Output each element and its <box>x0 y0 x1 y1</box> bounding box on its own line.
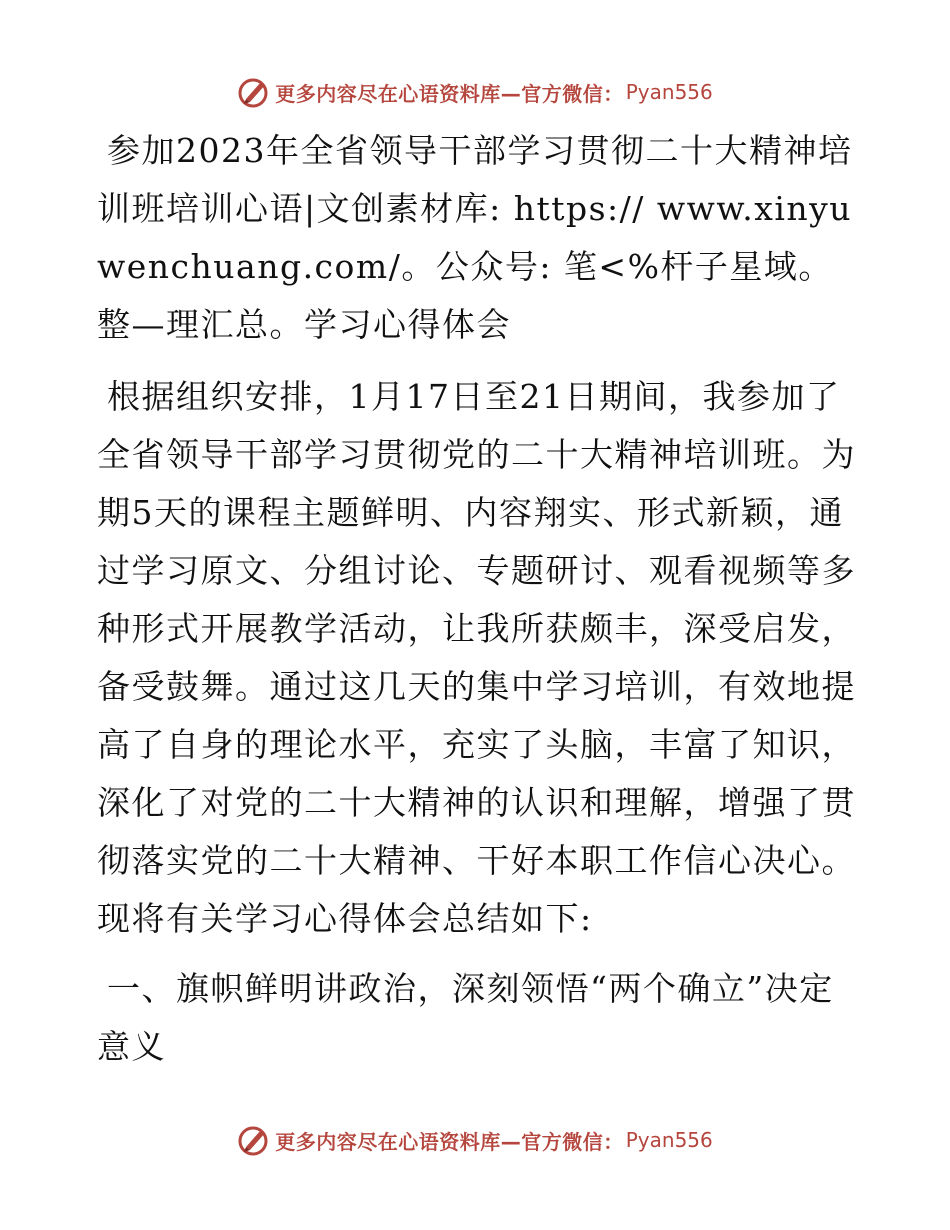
document-body <box>97 122 857 1076</box>
header-wechat-id: Pyan556 <box>625 80 713 104</box>
header-banner-text: 更多内容尽在心语资料库—官方微信： <box>275 81 624 106</box>
title-paragraph: 参加2023年全省领导干部学习贯彻二十大精神培训班培训心语|文创素材库: https:// www.xinyuwenchuang.com/。公众号: 笔<%杆子星域。整—理汇总。学习心得体会 <box>97 131 853 344</box>
footer-banner <box>0 1120 950 1160</box>
footer-wechat-id: Pyan556 <box>625 1128 713 1152</box>
footer-banner-text: 更多内容尽在心语资料库—官方微信： <box>275 1129 624 1154</box>
header-banner <box>0 72 950 112</box>
section-heading: 一、旗帜鲜明讲政治，深刻领悟“两个确立”决定意义 <box>97 969 834 1066</box>
pen-logo-icon <box>237 1123 271 1157</box>
body-paragraph: 根据组织安排，1月17日至21日期间，我参加了全省领导干部学习贯彻党的二十大精神培训班。为期5天的课程主题鲜明、内容翔实、形式新颖，通过学习原文、分组讨论、专题研讨、观看视频等多种形式开展教学活动，让我所获颇丰，深受启发，备受鼓舞。通过这几天的集中学习培训，有效地提高了自身的理论水平，充实了头脑，丰富了知识，深化了对党的二十大精神的认识和理解，增强了贯彻落实党的二十大精神、干好本职工作信心决心。现将有关学习心得体会总结如下: <box>97 377 856 938</box>
pen-logo-icon <box>237 75 271 109</box>
